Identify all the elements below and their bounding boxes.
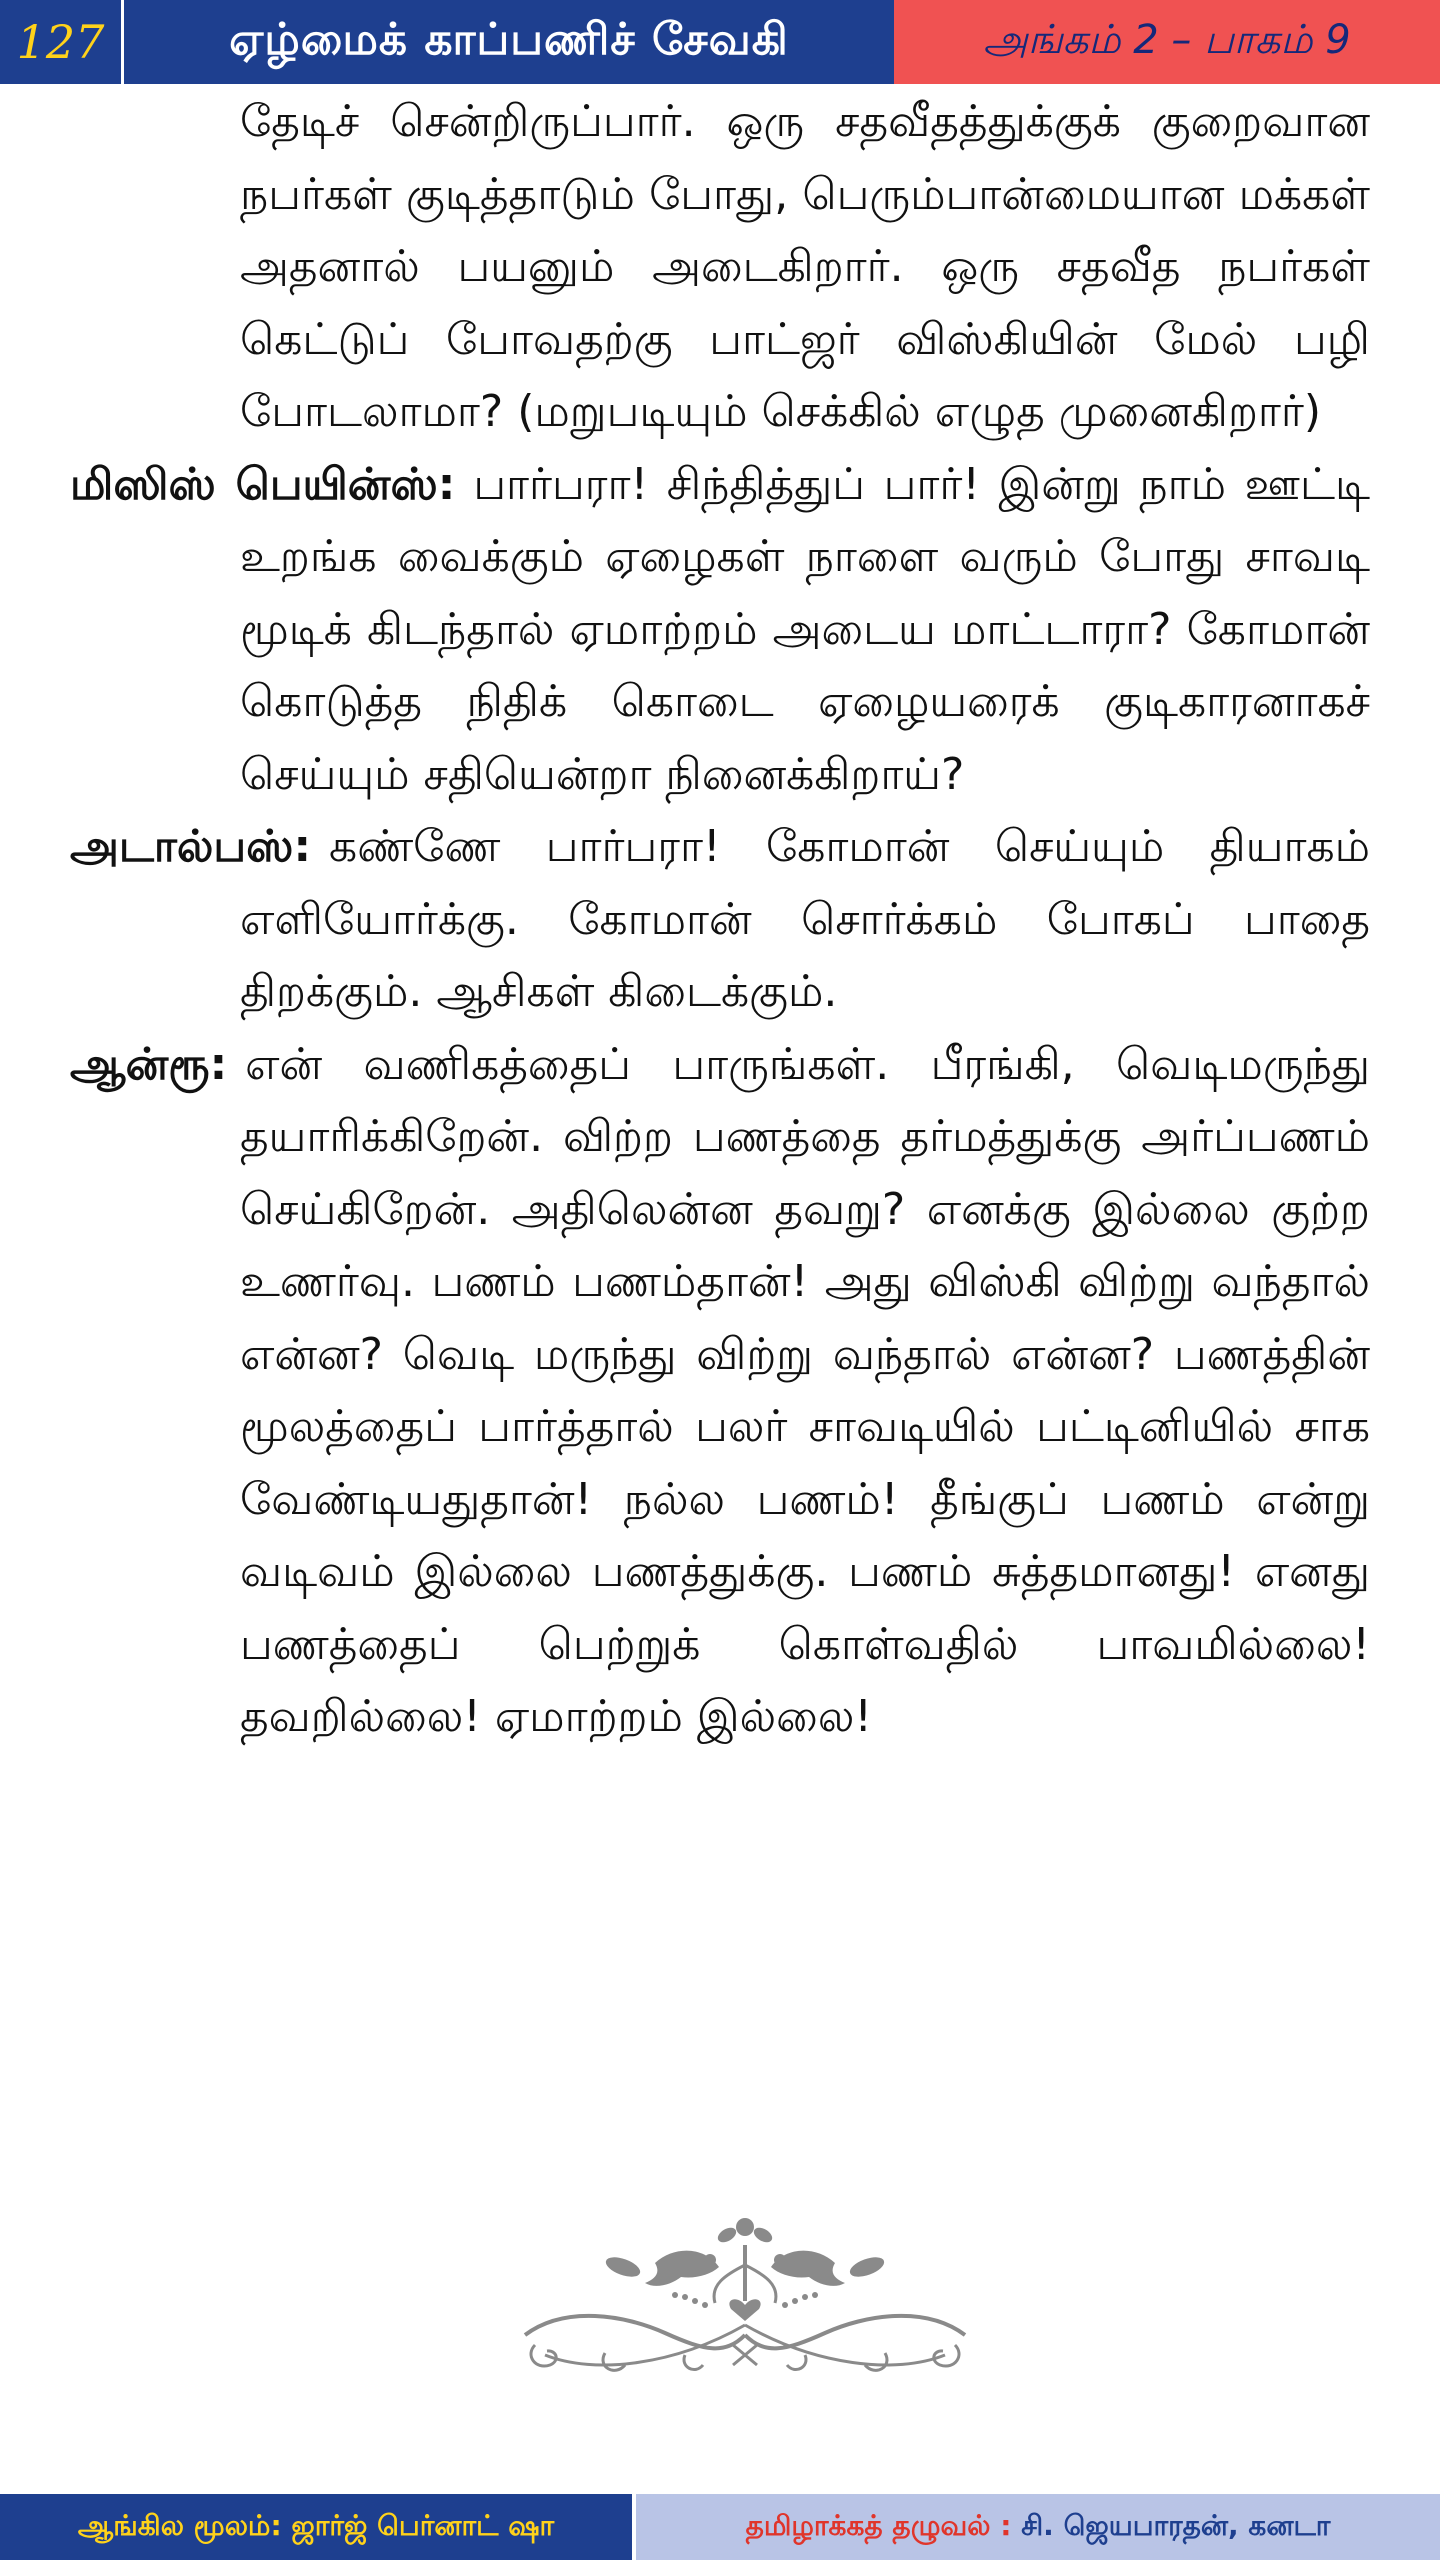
source-credit xyxy=(0,2494,636,2560)
act-part-label: அங்கம் 2 – பாகம் 9 xyxy=(894,0,1440,84)
dialogue-mrs-baines xyxy=(70,449,1370,812)
page-number: 127 xyxy=(0,0,124,84)
source-label: ஆங்கில மூலம்: xyxy=(77,2508,282,2542)
speaker-name: அடால்பஸ்: xyxy=(70,821,312,872)
source-author: ஜார்ஜ் பெர்னாட் ஷா xyxy=(291,2508,555,2542)
dialogue-text: பார்பரா! சிந்தித்துப் பார்! இன்று நாம் ஊட்டி உறங்க வைக்கும் ஏழைகள் நாளை வரும் போது சாவடி மூடிக் கிடந்தால் ஏமாற்றம் அடைய மாட்டாரா? கோமான் கொடுத்த நிதிக் கொடை ஏழையரைக் குடிகாரனாகச் செய்யும் சதியென்றா நினைக்கிறாய்? xyxy=(240,458,1370,800)
play-text xyxy=(70,86,1370,1754)
page-header xyxy=(0,0,1440,84)
speaker-name: ஆன்ரூ: xyxy=(70,1038,228,1090)
dialogue-continuation: தேடிச் சென்றிருப்பார். ஒரு சதவீதத்துக்குக் குறைவான நபர்கள் குடித்தாடும் போது, பெரும்பான்மையான மக்கள் அதனால் பயனும் அடைகிறார். ஒரு சதவீத நபர்கள் கெட்டுப் போவதற்கு பாட்ஜர் விஸ்கியின் மேல் பழி போடலாமா? (மறுபடியும் செக்கில் எழுத முனைகிறார்) xyxy=(240,96,1370,437)
page-footer xyxy=(0,2494,1440,2560)
dialogue-text: என் வணிகத்தைப் பாருங்கள். பீரங்கி, வெடிமருந்து தயாரிக்கிறேன். விற்ற பணத்தை தர்மத்துக்கு அர்ப்பணம் செய்கிறேன். அதிலென்ன தவறு? எனக்கு இல்லை குற்ற உணர்வு. பணம் பணம்தான்! அது விஸ்கி விற்று வந்தால் என்ன? வெடி மருந்து விற்று வந்தால் என்ன? பணத்தின் மூலத்தைப் பார்த்தால் பலர் சாவடியில் பட்டினியில் சாக வேண்டியதுதான்! நல்ல பணம்! தீங்குப் பணம் என்று வடிவம் இல்லை பணத்துக்கு. பணம் சுத்தமானது! எனது பணத்தைப் பெற்றுக் கொள்வதில் பாவமில்லை! தவறில்லை! ஏமாற்றம் இல்லை! xyxy=(240,1038,1370,1742)
dialogue-andrew xyxy=(70,1029,1370,1754)
speaker-name: மிஸிஸ் பெயின்ஸ்: xyxy=(70,458,456,510)
translation-credit xyxy=(636,2494,1440,2560)
translation-label: தமிழாக்கத் தழுவல் : xyxy=(745,2508,1012,2542)
dialogue-adolphus xyxy=(70,811,1370,1029)
dialogue-text: கண்ணே பார்பரா! கோமான் செய்யும் தியாகம் எளியோர்க்கு. கோமான் சொர்க்கம் போகப் பாதை திறக்கும். ஆசிகள் கிடைக்கும். xyxy=(240,821,1370,1017)
book-title: ஏழ்மைக் காப்பணிச் சேவகி xyxy=(124,0,894,84)
translator-name: சி. ஜெயபாரதன், கனடா xyxy=(1021,2508,1331,2542)
floral-divider-with-birds-icon xyxy=(505,2205,985,2385)
